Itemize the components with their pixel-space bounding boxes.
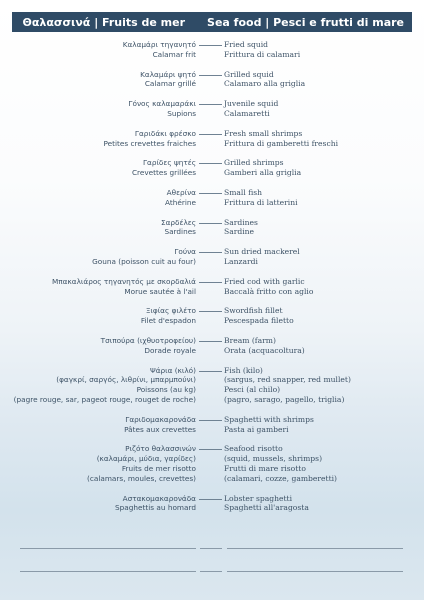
menu-item-right-line: Swordfish fillet bbox=[224, 306, 283, 316]
menu-item-left-line: Pâtes aux crevettes bbox=[124, 424, 196, 434]
menu-item-separator bbox=[196, 158, 224, 178]
menu-item-separator bbox=[196, 336, 224, 356]
menu-item-separator bbox=[196, 129, 224, 149]
menu-item-greek-french bbox=[0, 444, 196, 483]
menu-item-english-italian bbox=[224, 129, 338, 149]
menu-item-greek-french bbox=[0, 158, 196, 178]
menu-item-right-line: Frittura di calamari bbox=[224, 49, 301, 59]
menu-item-right-line: Spaghetti with shrimps bbox=[224, 414, 314, 424]
menu-item-right-line: Small fish bbox=[224, 187, 263, 197]
menu-item-left-line: (καλαμάρι, μύδια, γαρίδες) bbox=[96, 454, 196, 464]
menu-item-greek-french bbox=[0, 415, 196, 435]
header-greek-french: Θαλασσινά | Fruits de mer bbox=[22, 15, 186, 29]
menu-item bbox=[0, 415, 424, 435]
menu-header bbox=[12, 12, 412, 32]
menu-item bbox=[0, 158, 424, 178]
menu-item-left-line: Ψάρια (κιλό) bbox=[149, 365, 196, 375]
menu-item-right-line: Lanzardi bbox=[224, 256, 258, 266]
menu-item-right-line: Fried squid bbox=[224, 40, 269, 49]
menu-item-right-line: Frittura di gamberetti freschi bbox=[224, 138, 339, 148]
menu-item-left-line: Athérine bbox=[165, 197, 196, 207]
menu-item-english-italian bbox=[224, 277, 313, 297]
menu-item-english-italian bbox=[224, 366, 351, 405]
menu-item-left-line: Spaghettis au homard bbox=[115, 503, 196, 513]
menu-item-right-line: Frutti di mare risotto bbox=[224, 463, 306, 473]
blank-line-right bbox=[227, 571, 403, 572]
menu-item-left-line: Filet d'espadon bbox=[140, 316, 196, 326]
blank-line-left bbox=[20, 571, 196, 572]
menu-item-right-line: Gamberi alla griglia bbox=[224, 168, 302, 178]
blank-line-right bbox=[227, 548, 403, 549]
menu-item bbox=[0, 188, 424, 208]
menu-item-left-line: Γαρίδες ψητές bbox=[142, 158, 196, 168]
menu-item-left-line: Calamar grillé bbox=[144, 79, 196, 89]
menu-item-left-line: Τσιπούρα (ιχθυοτροφείου) bbox=[100, 335, 196, 345]
menu-item-right-line: (pagro, sarago, pagello, triglia) bbox=[224, 394, 345, 404]
blank-line-left bbox=[20, 548, 196, 549]
menu-item-left-line: Crevettes grillées bbox=[131, 168, 196, 178]
menu-item-separator bbox=[196, 70, 224, 90]
menu-item-left-line: (pagre rouge, sar, pageot rouge, rouget de roche) bbox=[13, 394, 196, 404]
menu-item-english-italian bbox=[224, 99, 278, 119]
menu-item-greek-french bbox=[0, 188, 196, 208]
menu-item-greek-french bbox=[0, 366, 196, 405]
menu-item-english-italian bbox=[224, 336, 305, 356]
blank-entry-line bbox=[0, 566, 424, 576]
menu-item-left-line: Γόνος καλαμαράκι bbox=[128, 99, 196, 109]
menu-item-right-line: Sardines bbox=[224, 217, 258, 227]
menu-item-greek-french bbox=[0, 40, 196, 60]
menu-item-greek-french bbox=[0, 218, 196, 238]
menu-item-right-line: Baccalà fritto con aglio bbox=[224, 286, 314, 296]
menu-item-left-line: Poissons (au kg) bbox=[136, 385, 196, 395]
menu-item bbox=[0, 70, 424, 90]
header-english-italian: Sea food | Pesci e frutti di mare bbox=[207, 15, 404, 29]
menu-item-right-line: Fish (kilo) bbox=[224, 365, 263, 375]
menu-item-left-line: Petites crevettes fraiches bbox=[103, 138, 196, 148]
menu-item-left-line: Fruits de mer risotto bbox=[121, 463, 196, 473]
menu-item-separator bbox=[196, 247, 224, 267]
menu-item-right-line: (squid, mussels, shrimps) bbox=[224, 454, 323, 464]
menu-list bbox=[0, 40, 424, 523]
menu-item-left-line: Γαριδομακαρονάδα bbox=[125, 414, 196, 424]
menu-item-right-line: Calamaro alla griglia bbox=[224, 79, 306, 89]
menu-item-left-line: Αστακομακαρονάδα bbox=[122, 493, 196, 503]
menu-item-greek-french bbox=[0, 494, 196, 514]
menu-item bbox=[0, 366, 424, 405]
menu-item-right-line: (sargus, red snapper, red mullet) bbox=[224, 375, 351, 385]
menu-item-left-line: Ριζότο θαλασσινών bbox=[125, 444, 196, 454]
menu-item-right-line: Grilled shrimps bbox=[224, 158, 284, 168]
menu-item-english-italian bbox=[224, 158, 301, 178]
menu-item-right-line: Seafood risotto bbox=[224, 444, 283, 454]
menu-item-left-line: Γούνα bbox=[174, 247, 196, 257]
menu-item bbox=[0, 306, 424, 326]
menu-item-left-line: Γαριδάκι φρέσκο bbox=[134, 128, 196, 138]
menu-item-greek-french bbox=[0, 129, 196, 149]
menu-item-left-line: Calamar frit bbox=[152, 49, 196, 59]
menu-item-separator bbox=[196, 277, 224, 297]
menu-item-left-line: Gouna (poisson cuit au four) bbox=[92, 256, 196, 266]
menu-item-english-italian bbox=[224, 306, 294, 326]
menu-item-greek-french bbox=[0, 336, 196, 356]
menu-item-separator bbox=[196, 99, 224, 119]
menu-item-right-line: Grilled squid bbox=[224, 69, 274, 79]
menu-item-greek-french bbox=[0, 247, 196, 267]
menu-item-english-italian bbox=[224, 188, 298, 208]
menu-item-english-italian bbox=[224, 494, 309, 514]
menu-item-english-italian bbox=[224, 415, 314, 435]
menu-item-separator bbox=[196, 188, 224, 208]
menu-item-left-line: Καλαμάρι ψητό bbox=[140, 69, 196, 79]
menu-item-left-line: (calamars, moules, crevettes) bbox=[86, 473, 196, 483]
menu-item bbox=[0, 336, 424, 356]
menu-item-right-line: Pescespada filetto bbox=[224, 316, 294, 326]
menu-item-greek-french bbox=[0, 70, 196, 90]
menu-item-right-line: Frittura di latterini bbox=[224, 197, 298, 207]
menu-item bbox=[0, 99, 424, 119]
menu-item-left-line: Μπακαλιάρος τηγανητός με σκορδαλιά bbox=[51, 276, 196, 286]
menu-item bbox=[0, 444, 424, 483]
menu-item-separator bbox=[196, 218, 224, 238]
menu-item-left-line: Αθερίνα bbox=[166, 187, 196, 197]
menu-item-right-line: Fresh small shrimps bbox=[224, 128, 303, 138]
menu-item-left-line: Καλαμάρι τηγανητό bbox=[122, 40, 196, 49]
menu-item-right-line: (calamari, cozze, gamberetti) bbox=[224, 473, 338, 483]
menu-item-right-line: Sardine bbox=[224, 227, 255, 237]
menu-item-english-italian bbox=[224, 218, 258, 238]
menu-item bbox=[0, 277, 424, 297]
menu-item bbox=[0, 247, 424, 267]
menu-item-left-line: Ξιφίας φιλέτο bbox=[145, 306, 196, 316]
blank-line-dash bbox=[200, 548, 222, 549]
menu-item bbox=[0, 129, 424, 149]
menu-item-separator bbox=[196, 415, 224, 435]
menu-item bbox=[0, 494, 424, 514]
menu-item bbox=[0, 218, 424, 238]
menu-item-english-italian bbox=[224, 40, 300, 60]
menu-item-right-line: Juvenile squid bbox=[224, 99, 279, 109]
blank-line-dash bbox=[200, 571, 222, 572]
menu-item-greek-french bbox=[0, 306, 196, 326]
menu-item-english-italian bbox=[224, 444, 337, 483]
menu-item-separator bbox=[196, 366, 224, 405]
menu-item-left-line: Dorade royale bbox=[144, 345, 196, 355]
menu-item-separator bbox=[196, 494, 224, 514]
menu-item-left-line: Supions bbox=[167, 108, 196, 118]
menu-item bbox=[0, 40, 424, 60]
menu-item-right-line: Spaghetti all'aragosta bbox=[224, 503, 309, 513]
menu-item-right-line: Sun dried mackerel bbox=[224, 247, 300, 257]
blank-entry-line bbox=[0, 543, 424, 553]
menu-item-left-line: (φαγκρί, σαργός, λιθρίνι, μπαρμπούνι) bbox=[56, 375, 196, 385]
menu-item-right-line: Calamaretti bbox=[224, 108, 270, 118]
menu-item-right-line: Lobster spaghetti bbox=[224, 493, 293, 503]
menu-item-left-line: Σαρδέλες bbox=[160, 217, 196, 227]
menu-item-right-line: Pesci (al chilo) bbox=[224, 385, 281, 395]
menu-item-greek-french bbox=[0, 99, 196, 119]
menu-item-right-line: Bream (farm) bbox=[224, 335, 276, 345]
menu-item-left-line: Sardines bbox=[164, 227, 196, 237]
menu-item-left-line: Morue sautée à l'ail bbox=[124, 286, 196, 296]
menu-item-right-line: Pasta ai gamberi bbox=[224, 424, 289, 434]
menu-item-right-line: Fried cod with garlic bbox=[224, 276, 305, 286]
menu-item-separator bbox=[196, 306, 224, 326]
menu-item-greek-french bbox=[0, 277, 196, 297]
menu-item-right-line: Orata (acquacoltura) bbox=[224, 345, 305, 355]
menu-item-separator bbox=[196, 444, 224, 483]
menu-item-english-italian bbox=[224, 247, 300, 267]
menu-item-english-italian bbox=[224, 70, 305, 90]
menu-item-separator bbox=[196, 40, 224, 60]
